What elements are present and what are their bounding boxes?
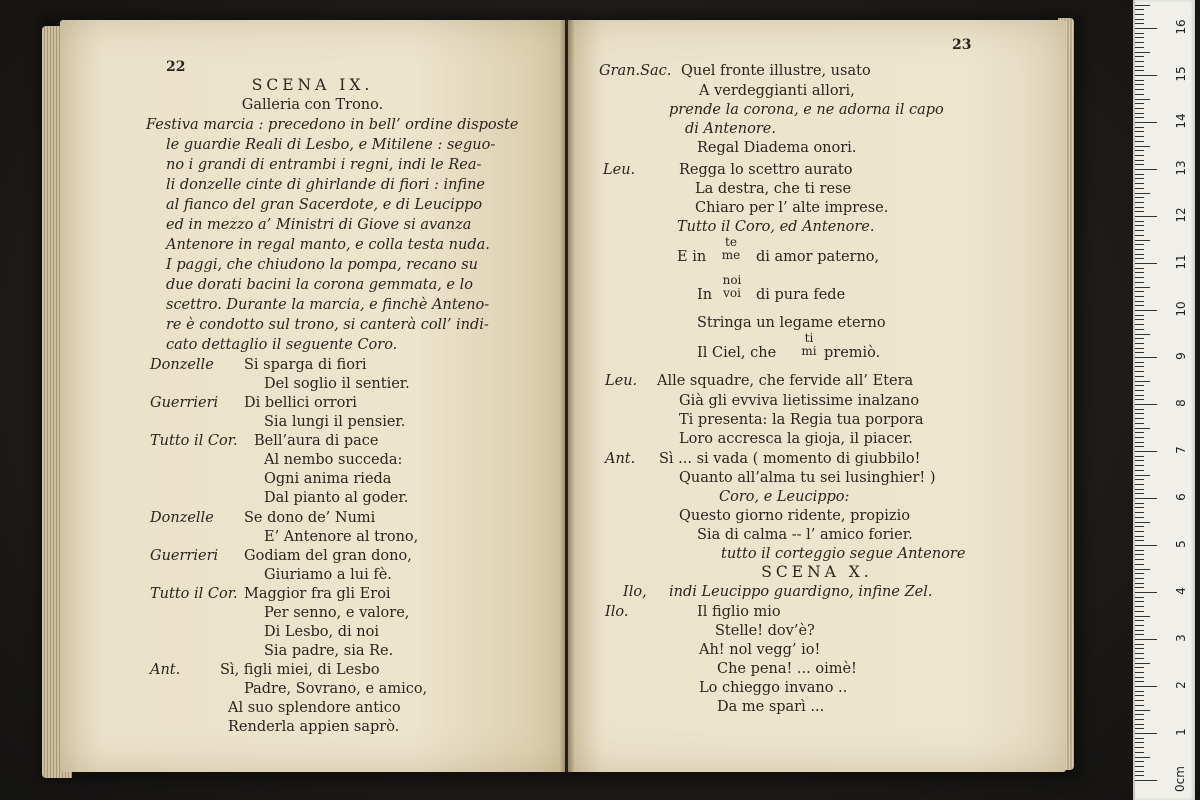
ruler-tick: [1135, 301, 1144, 302]
verse-line: Renderla appien saprò.: [228, 719, 400, 735]
ruler-tick: [1135, 738, 1144, 739]
ruler-tick: [1135, 493, 1144, 494]
verse-line: A verdeggianti allori,: [699, 83, 855, 99]
stage-direction-line: le guardie Reali di Lesbo, e Mitilene : seguo-: [166, 137, 496, 153]
speaker-label: Donzelle: [150, 510, 214, 526]
verse-line: E’ Antenore al trono,: [264, 529, 419, 545]
ruler-tick: [1135, 780, 1157, 781]
ruler-tick: [1135, 663, 1150, 664]
verse-line: Regga lo scettro aurato: [679, 162, 853, 178]
ruler-tick: [1135, 94, 1144, 95]
ruler-tick: [1135, 160, 1144, 161]
ruler-tick: [1135, 9, 1144, 10]
book-gutter: [560, 20, 574, 772]
ruler-tick: [1135, 343, 1144, 344]
verse-line: Al nembo succeda:: [264, 452, 403, 468]
ruler-tick: [1135, 630, 1144, 631]
ruler-tick: [1135, 178, 1144, 179]
ruler-tick: [1135, 583, 1144, 584]
ruler-tick: [1135, 771, 1144, 772]
ruler-tick: [1135, 733, 1157, 734]
speaker-label: Ant.: [605, 451, 636, 467]
ruler-tick: [1135, 700, 1144, 701]
ruler-tick: [1135, 357, 1157, 358]
ruler-tick: [1135, 658, 1144, 659]
ruler-tick: [1135, 334, 1150, 335]
ruler-tick: [1135, 348, 1144, 349]
ruler-tick: [1135, 601, 1144, 602]
verse-line: Sì, figli miei, di Lesbo: [220, 662, 380, 678]
chorus-variant: te me: [721, 235, 741, 262]
ruler-tick: [1135, 540, 1144, 541]
ruler-tick: [1135, 775, 1144, 776]
chorus-line: Il Ciel, che: [697, 345, 777, 361]
ruler-tick: [1135, 80, 1144, 81]
chorus-variant: ti mi: [801, 331, 817, 358]
ruler-tick: [1135, 230, 1144, 231]
speaker-label: Donzelle: [150, 357, 214, 373]
ruler-tick: [1135, 146, 1150, 147]
ruler-tick: [1135, 338, 1144, 339]
ruler-tick: [1135, 526, 1144, 527]
stage-direction-line: cato dettaglio il seguente Coro.: [166, 337, 398, 353]
ruler-tick: [1135, 677, 1144, 678]
ruler-tick: [1135, 197, 1144, 198]
ruler-tick: [1135, 714, 1144, 715]
ruler-tick: [1135, 691, 1144, 692]
verse-line: Godiam del gran dono,: [244, 548, 412, 564]
ruler-tick: [1135, 470, 1144, 471]
verse-line: Sì ... si vada ( momento di giubbilo!: [659, 451, 921, 467]
verse-line: Loro accresca la gioja, il piacer.: [679, 431, 913, 447]
speaker-label: Ilo,: [623, 584, 647, 600]
verse-line: Ah! nol vegg’ io!: [699, 642, 821, 658]
ruler-tick: [1135, 235, 1144, 236]
ruler-tick: [1135, 498, 1157, 499]
verse-line: Padre, Sovrano, e amico,: [244, 681, 428, 697]
ruler-tick: [1135, 183, 1144, 184]
ruler-tick: [1135, 705, 1144, 706]
ruler-tick: [1135, 66, 1144, 67]
ruler-tick: [1135, 37, 1144, 38]
ruler-tick: [1135, 644, 1144, 645]
chorus-line: Stringa un legame eterno: [697, 315, 886, 331]
ruler-tick: [1135, 648, 1144, 649]
ruler-tick: [1135, 33, 1144, 34]
ruler-tick: [1135, 451, 1157, 452]
ruler-tick: [1135, 536, 1144, 537]
ruler-tick: [1135, 442, 1144, 443]
ruler-tick: [1135, 587, 1144, 588]
stage-direction-line: I paggi, che chiudono la pompa, recano su: [166, 257, 478, 273]
ruler-label: 15: [1174, 66, 1188, 82]
ruler-tick: [1135, 315, 1144, 316]
ruler-tick: [1135, 122, 1157, 123]
ruler-tick: [1135, 23, 1144, 24]
ruler-tick: [1135, 404, 1157, 405]
ruler-tick: [1135, 719, 1144, 720]
ruler-label: 16: [1174, 19, 1188, 35]
stage-direction-line: Festiva marcia : precedono in bell’ ordine disposte: [146, 117, 519, 133]
ruler-tick: [1135, 296, 1144, 297]
verse-line: Si sparga di fiori: [244, 357, 367, 373]
ruler-label: 9: [1174, 352, 1188, 360]
verse-line: Di bellici orrori: [244, 395, 357, 411]
ruler-tick: [1135, 272, 1144, 273]
chorus-line: di pura fede: [756, 287, 846, 303]
ruler-tick: [1135, 103, 1144, 104]
verse-line: Il figlio mio: [697, 604, 781, 620]
ruler-tick: [1135, 437, 1144, 438]
ruler-tick: [1135, 460, 1144, 461]
ruler-tick: [1135, 70, 1144, 71]
ruler-tick: [1135, 352, 1144, 353]
ruler-tick: [1135, 592, 1157, 593]
ruler-tick: [1135, 282, 1144, 283]
ruler-tick: [1135, 578, 1144, 579]
ruler-tick: [1135, 456, 1144, 457]
page-number-right: 23: [952, 37, 972, 53]
ruler-tick: [1135, 61, 1144, 62]
ruler-tick: [1135, 89, 1144, 90]
ruler-tick: [1135, 240, 1150, 241]
ruler-tick: [1135, 99, 1150, 100]
verse-line: Per senno, e valore,: [264, 605, 410, 621]
ruler-tick: [1135, 108, 1144, 109]
stage-direction-line: Coro, e Leucippo:: [719, 489, 850, 505]
ruler-tick: [1135, 752, 1144, 753]
ruler-tick: [1135, 428, 1150, 429]
ruler-tick: [1135, 216, 1157, 217]
ruler-tick: [1135, 329, 1144, 330]
speaker-label: Tutto il Cor.: [150, 586, 238, 602]
stage-direction-line: prende la corona, e ne adorna il capo: [669, 102, 944, 118]
ruler-label: 14: [1174, 113, 1188, 129]
ruler-tick: [1135, 310, 1157, 311]
ruler-tick: [1135, 554, 1144, 555]
ruler-tick: [1135, 475, 1150, 476]
verse-line: Sia padre, sia Re.: [264, 643, 394, 659]
ruler-tick: [1135, 545, 1157, 546]
ruler-tick: [1135, 395, 1144, 396]
ruler-tick: [1135, 164, 1144, 165]
verse-line: La destra, che ti rese: [695, 181, 852, 197]
ruler-tick: [1135, 728, 1144, 729]
speaker-label: Guerrieri: [150, 395, 219, 411]
stage-direction-line: Antenore in regal manto, e colla testa nuda.: [166, 237, 490, 253]
ruler-tick: [1135, 573, 1144, 574]
stage-direction-line: li donzelle cinte di ghirlande di fiori : infine: [166, 177, 486, 193]
ruler-tick: [1135, 667, 1144, 668]
verse-line: Ogni anima rieda: [264, 471, 392, 487]
ruler-tick: [1135, 174, 1144, 175]
ruler-tick: [1135, 465, 1144, 466]
speaker-label: Guerrieri: [150, 548, 219, 564]
ruler-tick: [1135, 413, 1144, 414]
verse-line: Dal pianto al goder.: [264, 490, 409, 506]
ruler-tick: [1135, 742, 1144, 743]
ruler-tick: [1135, 611, 1144, 612]
ruler-tick: [1135, 761, 1144, 762]
ruler-tick: [1135, 287, 1150, 288]
ruler-label: 10: [1174, 301, 1188, 317]
ruler-tick: [1135, 371, 1144, 372]
ruler-tick: [1135, 277, 1144, 278]
speaker-label: Tutto il Cor.: [150, 433, 238, 449]
ruler-tick: [1135, 564, 1144, 565]
ruler-tick: [1135, 75, 1157, 76]
stage-direction-line: scettro. Durante la marcia, e finchè Anteno-: [166, 297, 490, 313]
ruler-tick: [1135, 620, 1144, 621]
ruler-tick: [1135, 484, 1144, 485]
ruler-tick: [1135, 169, 1157, 170]
ruler-label: 2: [1174, 681, 1188, 689]
ruler-label: 5: [1174, 540, 1188, 548]
measurement-ruler: [1133, 0, 1195, 800]
chorus-variant: noi voi: [722, 273, 742, 300]
ruler-tick: [1135, 432, 1144, 433]
verse-line: Stelle! dov’è?: [715, 623, 815, 639]
ruler-tick: [1135, 522, 1150, 523]
stage-direction-line: re è condotto sul trono, si canterà coll’ indi-: [166, 317, 489, 333]
right-page: [568, 20, 1066, 772]
ruler-label: 3: [1174, 634, 1188, 642]
ruler-label: 8: [1174, 399, 1188, 407]
verse-line: Maggior fra gli Eroi: [244, 586, 391, 602]
ruler-tick: [1135, 639, 1157, 640]
ruler-label: 1: [1174, 728, 1188, 736]
ruler-tick: [1135, 117, 1144, 118]
verse-line: Giuriamo a lui fè.: [264, 567, 392, 583]
ruler-tick: [1135, 193, 1150, 194]
stage-direction-line: al fianco del gran Sacerdote, e di Leucippo: [166, 197, 483, 213]
ruler-tick: [1135, 42, 1144, 43]
ruler-tick: [1135, 141, 1144, 142]
ruler-label: 4: [1174, 587, 1188, 595]
verse-line: Chiaro per l’ alte imprese.: [695, 200, 889, 216]
ruler-tick: [1135, 686, 1157, 687]
stage-direction-line: ed in mezzo a’ Ministri di Giove si avanza: [166, 217, 472, 233]
verse-line: Alle squadre, che fervide all’ Etera: [657, 373, 914, 389]
ruler-tick: [1135, 653, 1144, 654]
ruler-tick: [1135, 225, 1144, 226]
left-page: [60, 20, 565, 772]
ruler-tick: [1135, 127, 1144, 128]
ruler-tick: [1135, 263, 1157, 264]
ruler-tick: [1135, 47, 1144, 48]
ruler-tick: [1135, 390, 1144, 391]
stage-direction-line: no i grandi di entrambi i regni, indi le Rea-: [166, 157, 482, 173]
stage-direction-line: due dorati bacini la corona gemmata, e lo: [166, 277, 473, 293]
ruler-tick: [1135, 155, 1144, 156]
ruler-tick: [1135, 507, 1144, 508]
ruler-tick: [1135, 84, 1144, 85]
ruler-tick: [1135, 319, 1144, 320]
verse-line: Del soglio il sentier.: [264, 376, 410, 392]
ruler-tick: [1135, 559, 1144, 560]
ruler-tick: [1135, 695, 1144, 696]
ruler-tick: [1135, 489, 1144, 490]
ruler-tick: [1135, 207, 1144, 208]
ruler-tick: [1135, 423, 1144, 424]
ruler-tick: [1135, 5, 1150, 6]
ruler-tick: [1135, 597, 1144, 598]
ruler-tick: [1135, 385, 1144, 386]
ruler-tick: [1135, 747, 1144, 748]
stage-direction-line: di Antenore.: [685, 121, 776, 137]
scena-subtitle: Galleria con Trono.: [241, 97, 384, 113]
ruler-tick: [1135, 221, 1144, 222]
scena-title: SCENA IX.: [251, 76, 374, 94]
ruler-tick: [1135, 531, 1144, 532]
verse-line: Sia lungi il pensier.: [264, 414, 406, 430]
ruler-tick: [1135, 150, 1144, 151]
ruler-tick: [1135, 512, 1144, 513]
ruler-tick: [1135, 418, 1144, 419]
ruler-tick: [1135, 291, 1144, 292]
verse-line: Sia di calma -- l’ amico forier.: [697, 527, 913, 543]
ruler-tick: [1135, 376, 1144, 377]
verse-line: Al suo splendore antico: [228, 700, 401, 716]
ruler-label: 11: [1174, 254, 1188, 270]
ruler-tick: [1135, 446, 1144, 447]
speaker-label: Leu.: [605, 373, 638, 389]
verse-line: Di Lesbo, di noi: [264, 624, 379, 640]
ruler-tick: [1135, 503, 1144, 504]
ruler-tick: [1135, 211, 1144, 212]
stage-direction-line: Tutto il Coro, ed Antenore.: [677, 219, 875, 235]
ruler-tick: [1135, 362, 1144, 363]
chorus-line: di amor paterno,: [756, 249, 880, 265]
ruler-label: 0cm: [1173, 766, 1187, 792]
ruler-tick: [1135, 52, 1150, 53]
ruler-tick: [1135, 634, 1144, 635]
stage-direction-line: tutto il corteggio segue Antenore: [721, 546, 966, 562]
ruler-tick: [1135, 19, 1144, 20]
ruler-tick: [1135, 381, 1150, 382]
ruler-tick: [1135, 479, 1144, 480]
ruler-tick: [1135, 14, 1144, 15]
ruler-tick: [1135, 550, 1144, 551]
ruler-tick: [1135, 606, 1144, 607]
ruler-tick: [1135, 258, 1144, 259]
ruler-tick: [1135, 710, 1150, 711]
speaker-label: Ant.: [150, 662, 181, 678]
ruler-tick: [1135, 672, 1144, 673]
ruler-tick: [1135, 249, 1144, 250]
speaker-label: Ilo.: [605, 604, 629, 620]
scena-title: SCENA X.: [761, 563, 873, 581]
ruler-tick: [1135, 616, 1150, 617]
verse-line: Bell’aura di pace: [254, 433, 379, 449]
verse-line: Da me sparì ...: [717, 699, 825, 715]
ruler-tick: [1135, 681, 1144, 682]
verse-line: Che pena! ... oimè!: [717, 661, 857, 677]
speaker-label: Gran.Sac.: [599, 63, 672, 79]
ruler-tick: [1135, 254, 1144, 255]
ruler-tick: [1135, 136, 1144, 137]
ruler-tick: [1135, 324, 1144, 325]
ruler-label: 6: [1174, 493, 1188, 501]
ruler-tick: [1135, 268, 1144, 269]
ruler-label: 7: [1174, 446, 1188, 454]
ruler-tick: [1135, 113, 1144, 114]
ruler-tick: [1135, 399, 1144, 400]
ruler-tick: [1135, 366, 1144, 367]
ruler-tick: [1135, 56, 1144, 57]
ruler-tick: [1135, 569, 1150, 570]
verse-line: Se dono de’ Numi: [244, 510, 376, 526]
ruler-label: 13: [1174, 160, 1188, 176]
verse-line: Quel fronte illustre, usato: [681, 63, 871, 79]
stage-direction-line: indi Leucippo guardigno, infine Zel.: [669, 584, 933, 600]
ruler-label: 12: [1174, 207, 1188, 223]
ruler-tick: [1135, 188, 1144, 189]
speaker-label: Leu.: [603, 162, 636, 178]
verse-line: Già gli evviva lietissime inalzano: [679, 393, 920, 409]
ruler-tick: [1135, 724, 1144, 725]
page-number-left: 22: [166, 59, 186, 75]
verse-line: Regal Diadema onori.: [697, 140, 857, 156]
ruler-tick: [1135, 766, 1144, 767]
verse-line: Ti presenta: la Regia tua porpora: [679, 412, 924, 428]
ruler-tick: [1135, 28, 1157, 29]
verse-line: Lo chieggo invano ..: [699, 680, 848, 696]
chorus-line: E in: [677, 249, 707, 265]
verse-line: Quanto all’alma tu sei lusinghier! ): [679, 470, 936, 486]
ruler-tick: [1135, 244, 1144, 245]
chorus-line: In: [697, 287, 713, 303]
ruler-tick: [1135, 625, 1144, 626]
ruler-tick: [1135, 305, 1144, 306]
ruler-tick: [1135, 131, 1144, 132]
chorus-line: premiò.: [824, 345, 881, 361]
ruler-tick: [1135, 202, 1144, 203]
ruler-tick: [1135, 409, 1144, 410]
verse-line: Questo giorno ridente, propizio: [679, 508, 910, 524]
ruler-tick: [1135, 517, 1144, 518]
ruler-tick: [1135, 757, 1150, 758]
